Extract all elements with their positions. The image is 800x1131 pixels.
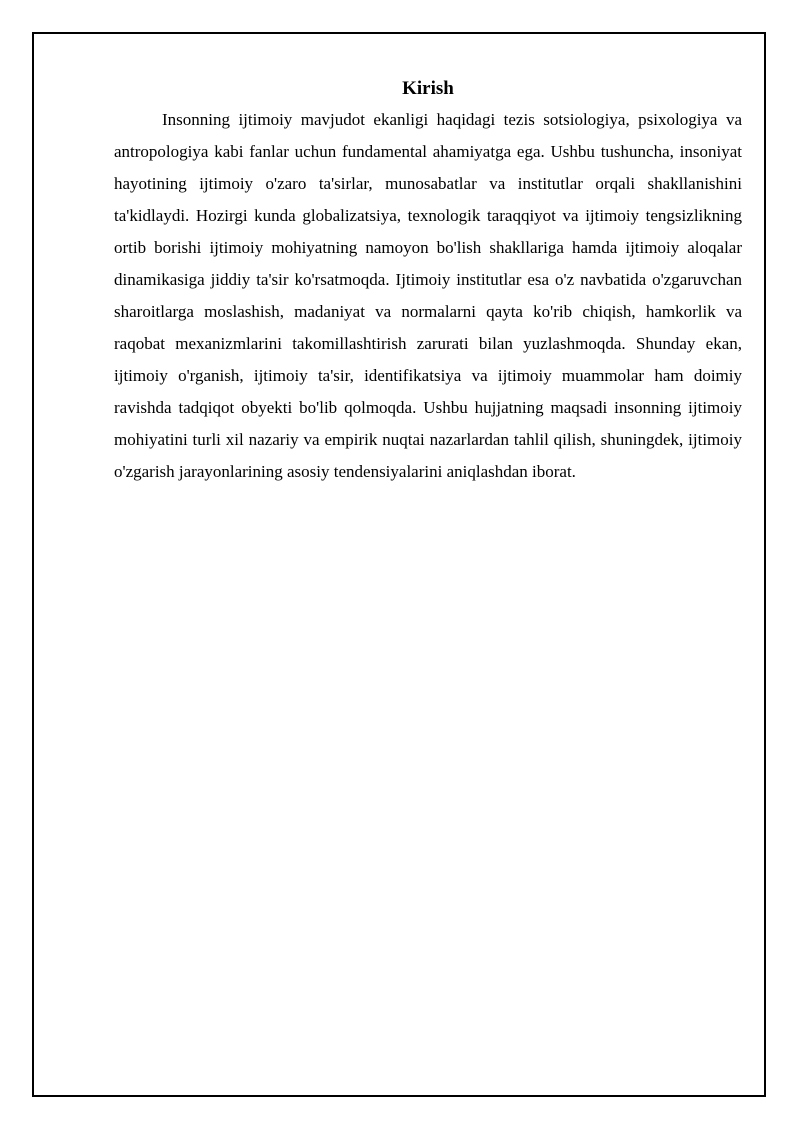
introduction-paragraph: Insonning ijtimoiy mavjudot ekanligi haqidagi tezis sotsiologiya, psixologiya va antropologiya kabi fanlar uchun fundamental ahamiyatga ega. Ushbu tushuncha, insoniyat hayotining ijtimoiy o'zaro ta'sirlar, munosabatlar va institutlar orqali shakllanishini ta'kidlaydi. Hozirgi kunda globalizatsiya, texnologik taraqqiyot va ijtimoiy tengsizlikning ortib borishi ijtimoiy mohiyatning namoyon bo'lish shakllariga hamda ijtimoiy aloqalar dinamikasiga jiddiy ta'sir ko'rsatmoqda. Ijtimoiy institutlar esa o'z navbatida o'zgaruvchan sharoitlarga moslashish, madaniyat va normalarni qayta ko'rib chiqish, hamkorlik va raqobat mexanizmlarini takomillashtirish zarurati bilan yuzlashmoqda. Shunday ekan, ijtimoiy o'rganish, ijtimoiy ta'sir, identifikatsiya va ijtimoiy muammolar ham doimiy ravishda tadqiqot obyekti bo'lib qolmoqda. Ushbu hujjatning maqsadi insonning ijtimoiy mohiyatini turli xil nazariy va empirik nuqtai nazarlardan tahlil qilish, shuningdek, ijtimoiy o'zgarish jarayonlarining asosiy tendensiyalarini aniqlashdan iborat. (114, 110, 742, 481)
document-title: Kirish (402, 78, 454, 99)
document-content (114, 74, 742, 488)
